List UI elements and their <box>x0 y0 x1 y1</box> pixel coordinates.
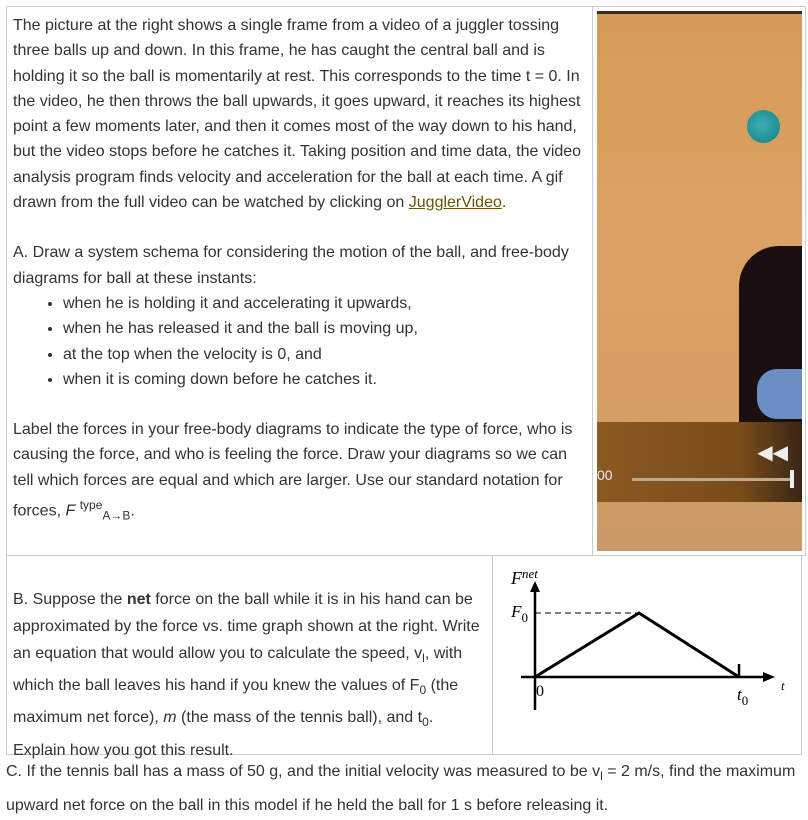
text-fragment: B. Suppose the <box>13 591 127 608</box>
part-c-text <box>6 757 796 820</box>
instants-list <box>13 291 586 392</box>
text-fragment: F <box>511 568 522 588</box>
text-fragment: C. If the tennis ball has a mass of 50 g, and the initial velocity was measured to be v <box>6 763 601 780</box>
text-fragment: m <box>163 709 177 727</box>
juggler-video-frame[interactable] <box>597 11 802 551</box>
list-item: • when he has released it and the ball is moving up, <box>63 316 586 341</box>
force-time-graph <box>493 556 801 754</box>
text-fragment: . <box>501 194 507 212</box>
video-time: 00 <box>597 467 613 483</box>
list-item: • when he is holding it and accelerating it upwards, <box>63 291 586 316</box>
juggler-arm <box>757 369 802 419</box>
force-time-graph-cell <box>492 555 802 755</box>
x-axis-label: t <box>781 678 785 693</box>
scrubber-thumb[interactable] <box>790 470 794 488</box>
text-fragment: (the mass of the tennis ball), and t <box>176 709 423 727</box>
text-fragment: , with which the ball leaves his hand if you knew the values of F <box>13 645 463 695</box>
ball <box>747 110 780 143</box>
text-fragment: (the maximum net force), <box>13 677 459 727</box>
label-forces-paragraph <box>13 417 586 529</box>
text-fragment: net <box>126 591 151 608</box>
part-b-cell <box>6 555 493 759</box>
video-controls <box>597 422 802 502</box>
text-fragment: t <box>737 685 742 704</box>
text-fragment: 0 <box>741 693 749 708</box>
intro-and-part-a-cell <box>6 6 593 556</box>
y-axis-arrow <box>530 581 540 592</box>
video-scrubber[interactable] <box>632 478 792 481</box>
intro-paragraph <box>13 13 586 215</box>
list-item: • at the top when the velocity is 0, and <box>63 342 586 367</box>
text-fragment: The picture at the right shows a single frame from a video of a juggler tossing three balls up and down. In this frame, he has caught the central ball and is holding it so the ball is momentarily at rest. This corresponds to the time t = 0. In the video, he then throws the ball upwards, it goes upward, it reaches its highest point a few moments later, and then it comes most of the way down to his hand, but the video stops before he catches it. Taking position and time data, the video analysis program finds velocity and acceleration for the ball at each time. A gif drawn from the full video can be watched by clicking on <box>13 17 582 212</box>
part-a-intro: A. Draw a system schema for considering the motion of the ball, and free-body diagrams for ball at these instants: <box>13 244 569 287</box>
text-fragment: F <box>65 502 76 520</box>
list-item: • when it is coming down before he catches it. <box>63 367 586 392</box>
text-fragment: = 2 m/s, find the maximum upward net force on the ball in this model if he held the ball for 1 s before releasing it. <box>6 763 796 815</box>
f0-label <box>510 602 528 625</box>
text-fragment: net <box>522 566 538 581</box>
text-fragment: 0 <box>419 683 427 698</box>
juggler-video-link[interactable]: JugglerVideo <box>408 194 502 212</box>
video-cell <box>592 6 806 556</box>
text-fragment: A→B <box>102 508 131 523</box>
text-fragment: . Explain how you got this result. <box>13 709 434 759</box>
x-axis-arrow <box>763 672 775 682</box>
t0-label <box>737 685 748 708</box>
text-fragment: l <box>600 769 603 784</box>
text-fragment: force on the ball while it is in his hand can be approximated by the force vs. time graph shown at the right. Write an equation that would allow you to calculate the speed, v <box>13 591 480 662</box>
part-b-text <box>13 586 486 764</box>
net-force-curve <box>535 613 739 677</box>
text-fragment: 0 <box>422 715 429 730</box>
text-fragment: F <box>511 602 522 621</box>
text-fragment: type <box>79 498 103 513</box>
rewind-icon[interactable]: ◀◀ <box>757 442 788 464</box>
text-fragment: Label the forces in your free-body diagrams to indicate the type of force, who is causing the force, and who is feeling the force. Draw your diagrams so we can tell which forces are equal and which are larger. Use our standard notation for forces, <box>13 421 573 520</box>
text-fragment: 0 <box>521 610 528 625</box>
origin-label: 0 <box>536 683 544 700</box>
text-fragment: . <box>130 502 135 520</box>
text-fragment: l <box>422 651 425 666</box>
